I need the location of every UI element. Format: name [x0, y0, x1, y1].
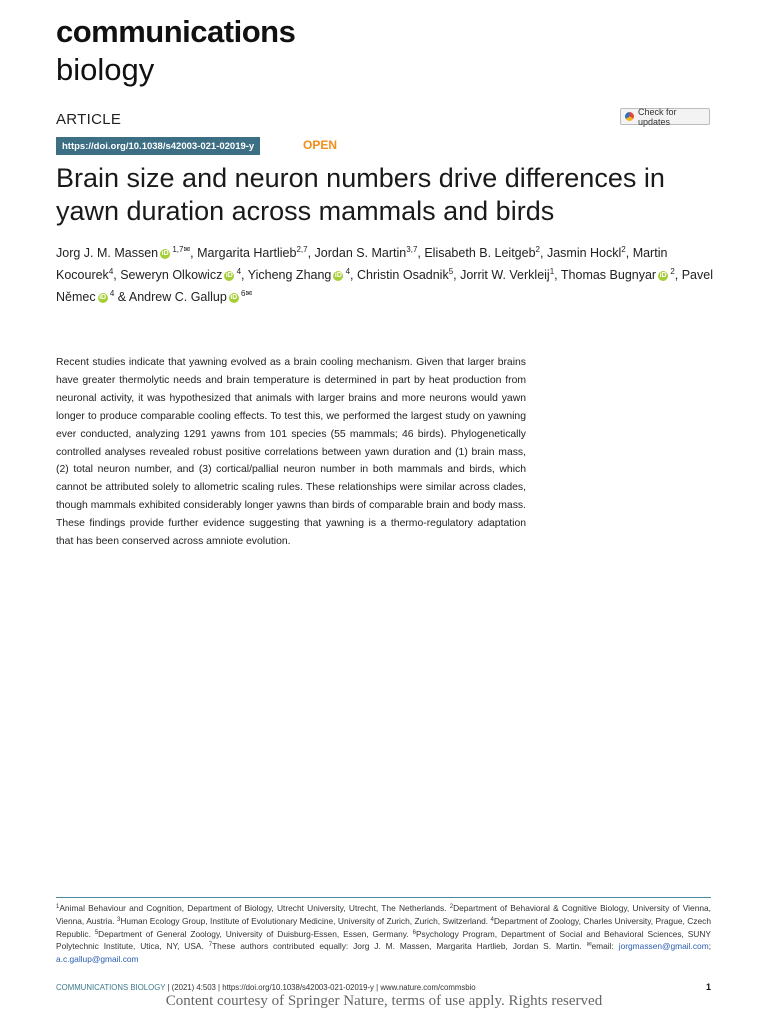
author-name: Jasmin Hockl	[546, 246, 622, 260]
author-affiliation-sup: 3,7	[406, 245, 418, 254]
author[interactable]	[561, 268, 675, 282]
footer-journal[interactable]: COMMUNICATIONS BIOLOGY	[56, 983, 166, 992]
author-name: Yicheng Zhang	[247, 268, 332, 282]
footer-citation	[56, 983, 476, 992]
affiliation-text: These authors contributed equally: Jorg J. M. Massen, Margarita Hartlieb, Jordan S. Martin.	[212, 941, 587, 952]
page-number: 1	[705, 982, 711, 992]
page-footer	[56, 982, 711, 992]
orcid-icon[interactable]: iD	[99, 293, 107, 301]
article-type-label: ARTICLE	[56, 111, 122, 128]
author-affiliation-sup: 2	[668, 267, 675, 276]
affiliation-number: 6	[412, 929, 416, 936]
author-affiliation-sup: 2,7	[296, 245, 308, 254]
author-affiliation-sup: 1	[549, 267, 555, 276]
article-title: Brain size and neuron numbers drive differences in yawn duration across mammals and birds	[56, 163, 665, 226]
author-affiliation-sup: 1,7✉	[170, 245, 191, 254]
affiliation-number: ✉	[586, 942, 592, 949]
author-name: Seweryn Olkowicz	[120, 268, 223, 282]
author-name: Pavel Němec	[56, 268, 713, 304]
affiliation-text: Animal Behaviour and Cognition, Department of Biology, Utrecht University, Utrecht, The Netherlands.	[59, 903, 450, 913]
author-affiliation-sup: 5	[448, 267, 454, 276]
affiliation-number: 2	[449, 904, 454, 910]
author-name: Margarita Hartlieb	[197, 246, 297, 260]
orcid-icon[interactable]: iD	[230, 293, 238, 301]
author-name: Thomas Bugnyar	[560, 268, 657, 282]
affiliation-text: Department of Zoology, Charles University, Prague, Czech Republic.	[56, 915, 711, 939]
journal-masthead-line1: communications	[56, 14, 296, 49]
author-affiliation-sup: 6✉	[238, 289, 253, 298]
author-affiliation-sup: 2	[535, 245, 540, 254]
author-name: Jorrit W. Verkleij	[460, 268, 550, 282]
author-list: Jorg J. M. Massen iD $^{1,7✉}$, Margarita Hartlieb$^{2,7}$, Jordan S. Martin$^{3,7}$, Elisabeth B. Leitgeb$^2$, Jasmin Hockl$^2$, Martin Kocourek$^4$, Seweryn Olkowicz iD $^4$, Yicheng Zhang iD $^4$, Christin Osadnik$^5$, Jorrit W. Verkleij$^1$, Thomas Bugnyar iD $^2$, Pavel Němec iD $^4$ & Andrew C. Gallup iD $^{6✉}$	[56, 245, 713, 304]
affiliation-number: 3	[117, 916, 121, 923]
check-updates-icon	[625, 112, 634, 121]
copyright-watermark: Content courtesy of Springer Nature, terms of use apply. Rights reserved	[165, 993, 603, 1009]
author[interactable]	[460, 268, 554, 282]
affiliation-text: email:	[591, 941, 619, 952]
orcid-icon[interactable]: iD	[659, 271, 667, 279]
author-name: Jorg J. M. Massen	[56, 246, 159, 260]
affiliation-number: 1	[56, 904, 60, 910]
footer-citation-text: | (2021) 4:503 | https://doi.org/10.1038/s42003-021-02019-y | www.nature.com/commsbio	[165, 983, 476, 992]
affiliation-divider	[56, 897, 711, 898]
author[interactable]	[56, 246, 190, 260]
author-name: Elisabeth B. Leitgeb	[424, 246, 536, 260]
affiliation-text: Human Ecology Group, Institute of Evolutionary Medicine, University of Zurich, Zurich, Switzerland.	[120, 915, 491, 926]
abstract: Recent studies indicate that yawning evolved as a brain cooling mechanism. Given that larger brains have greater thermolytic needs and brain temperature is determined in part by heat production from neuronal activity, it was hypothesized that animals with larger brains and more neurons would yawn longer to produce comparable cooling effects. To test this, we performed the largest study on yawning ever conducted, analyzing 1291 yawns from 101 species (55 mammals; 46 birds). Phylogenetically controlled analyses revealed robust positive correlations between yawn duration and (1) brain mass, (2) total neuron number, and (3) cortical/pallial neuron number in both mammals and birds, which cannot be attributed solely to allometric scaling rules. These relationships were similar across clades, though mammals exhibited considerably longer yawns than birds of comparable brain and body mass. These findings provide further evidence suggesting that yawning is a thermo-regulatory adaptation that has been conserved across amniote evolution.	[56, 357, 526, 548]
orcid-icon[interactable]: iD	[161, 249, 169, 257]
author[interactable]	[197, 246, 307, 260]
check-for-updates-button[interactable]	[620, 108, 710, 125]
affiliations: $^1$Animal Behaviour and Cognition, Department of Biology, Utrecht University, Utrecht, The Netherlands. $^2$Department of Behavioral & Cognitive Biology, University of Vienna, Vienna, Austria. $^3$Human Ecology Group, Institute of Evolutionary Medicine, University of Zurich, Zurich, Switzerland. $^4$Department of Zoology, Charles University, Prague, Czech Republic. $^5$Department of General Zoology, University of Duisburg-Essen, Essen, Germany. $^6$Psychology Program, Department of Social and Behavioral Sciences, SUNY Polytechnic Institute, Utica, NY, USA. $^7$These authors contributed equally: Jorg J. M. Massen, Margarita Hartlieb, Jordan S. Martin. ✉email: jorgmassen@gmail.com; a.c.gallup@gmail.com	[56, 903, 712, 965]
author-name: Jordan S. Martin	[314, 246, 407, 260]
author-name: Martin Kocourek	[56, 246, 668, 282]
author-name: Andrew C. Gallup	[128, 290, 227, 304]
orcid-icon[interactable]: iD	[225, 271, 233, 279]
author[interactable]	[120, 268, 241, 282]
affiliation-number: 7	[208, 942, 213, 949]
author-affiliation-sup: 4	[234, 267, 242, 276]
author[interactable]	[248, 268, 350, 282]
author-affiliation-sup: 4	[343, 267, 351, 276]
author-affiliation-sup: 4	[107, 289, 115, 298]
author-name: Christin Osadnik	[357, 268, 449, 282]
email-link[interactable]: a.c.gallup@gmail.com	[56, 954, 139, 965]
affiliation-text: Psychology Program, Department of Social and Behavioral Sciences, SUNY Polytechnic Institute, Utica, NY, USA.	[56, 928, 711, 952]
orcid-icon[interactable]: iD	[334, 271, 342, 279]
author[interactable]	[315, 246, 418, 260]
affiliation-number: 4	[490, 916, 494, 923]
affiliation-text: Department of General Zoology, University of Duisburg-Essen, Essen, Germany.	[98, 928, 413, 939]
doi-link[interactable]: https://doi.org/10.1038/s42003-021-02019-y	[56, 137, 260, 155]
author[interactable]	[129, 290, 252, 304]
author[interactable]	[357, 268, 453, 282]
author[interactable]	[547, 246, 626, 260]
check-updates-label: Check for updates	[638, 106, 677, 127]
author[interactable]	[424, 246, 540, 260]
affiliation-text: Department of Behavioral & Cognitive Biology, University of Vienna, Vienna, Austria.	[56, 903, 711, 926]
email-link[interactable]: jorgmassen@gmail.com	[618, 941, 709, 952]
affiliation-number: 5	[94, 929, 99, 936]
journal-masthead-line2: biology	[56, 52, 155, 87]
author-affiliation-sup: 4	[108, 267, 114, 276]
open-access-label: OPEN	[303, 138, 338, 152]
author-affiliation-sup: 2	[621, 245, 626, 254]
